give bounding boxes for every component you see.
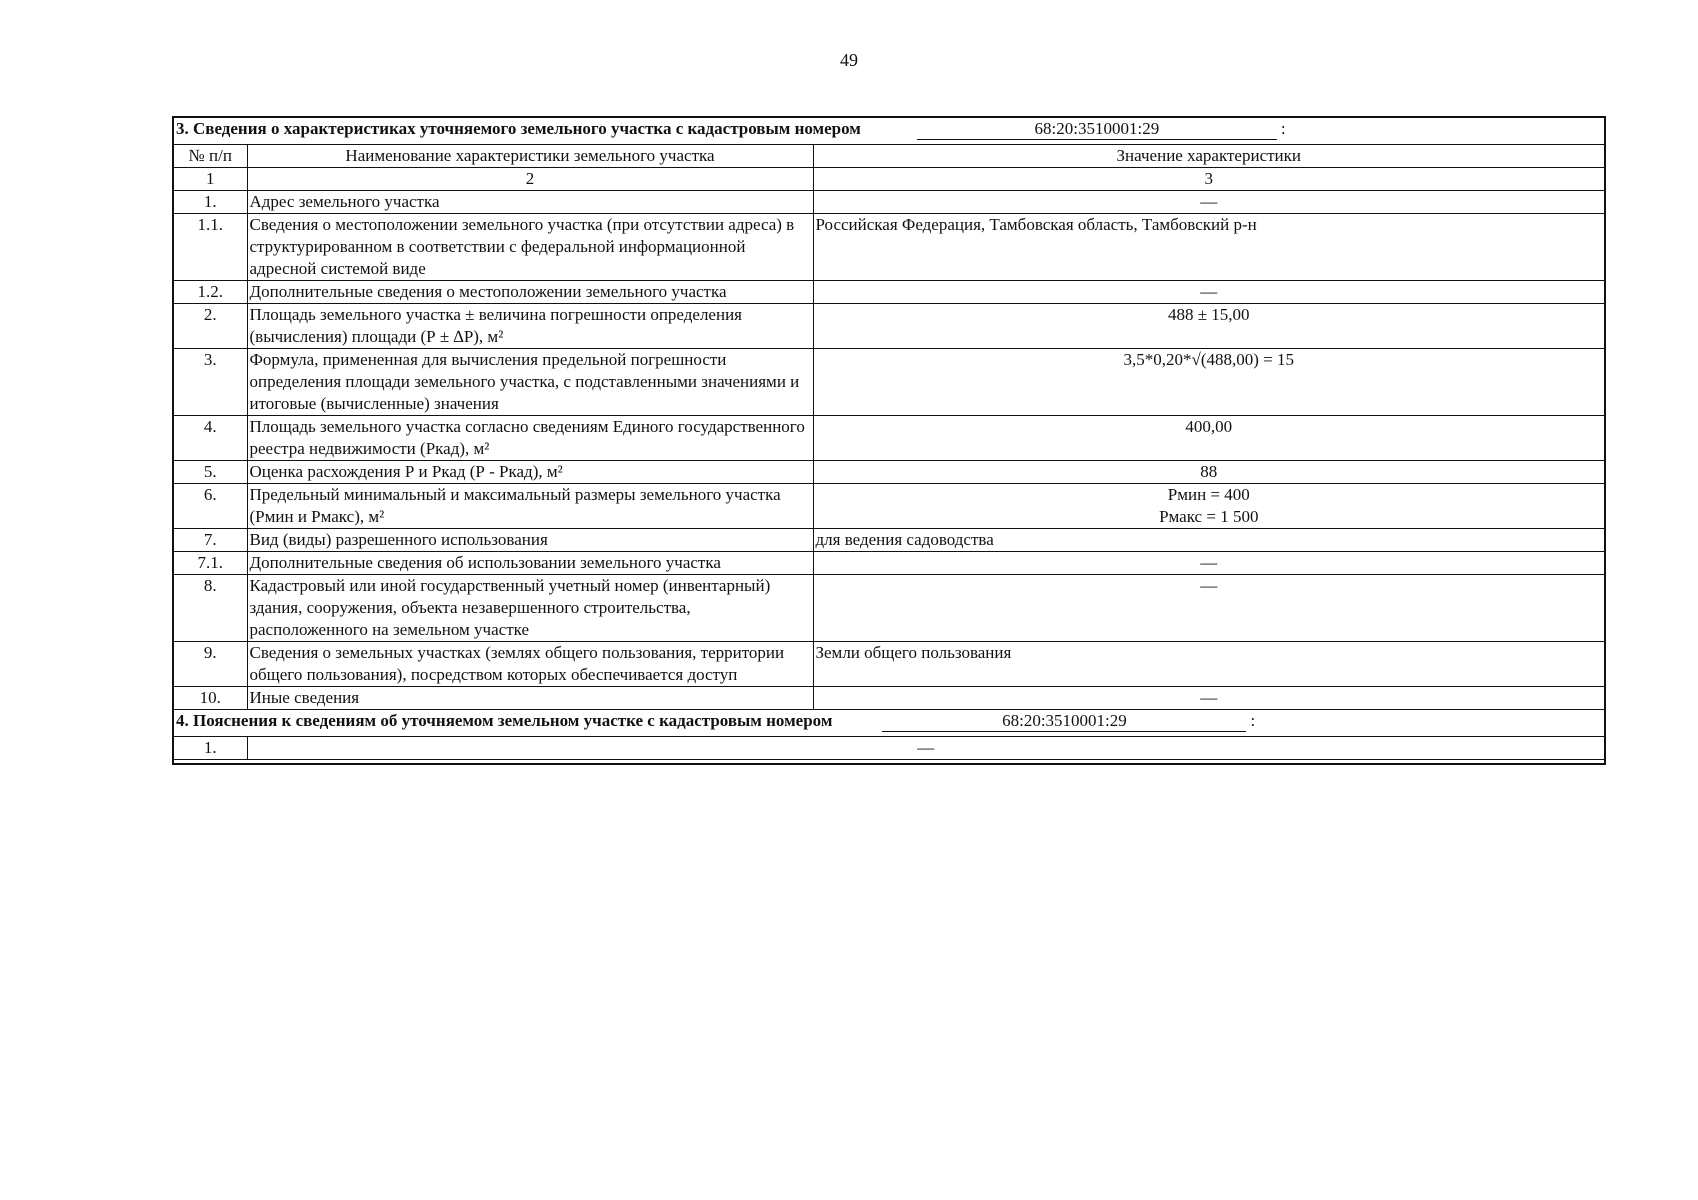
row-number: 4. <box>173 416 247 461</box>
row-name: Адрес земельного участка <box>247 191 813 214</box>
section-3-title: 3. Сведения о характеристиках уточняемого земельного участка с кадастровым номером <box>176 119 861 138</box>
table-row <box>173 575 1605 642</box>
row-value: Российская Федерация, Тамбовская область, Тамбовский р-н <box>813 214 1605 281</box>
row-name: Площадь земельного участка согласно сведениям Единого государственного реестра недвижимости (Ркад), м² <box>247 416 813 461</box>
row-number: 2. <box>173 304 247 349</box>
section-4-row <box>173 737 1605 760</box>
row-name: Сведения о местоположении земельного участка (при отсутствии адреса) в структурированном в соответствии с федеральной информационной адресной системой виде <box>247 214 813 281</box>
header-name: Наименование характеристики земельного участка <box>247 145 813 168</box>
row-number: 7.1. <box>173 552 247 575</box>
bottom-rule <box>173 760 1605 765</box>
header-value: Значение характеристики <box>813 145 1605 168</box>
page-number: 49 <box>840 50 858 70</box>
row-number: 1. <box>173 191 247 214</box>
table-row <box>173 349 1605 416</box>
row-value: — <box>813 281 1605 304</box>
column-number-row <box>173 168 1605 191</box>
row-name: Сведения о земельных участках (землях общего пользования, территории общего пользования), посредством которых обеспечивается доступ <box>247 642 813 687</box>
row-name: Предельный минимальный и максимальный размеры земельного участка (Рмин и Рмакс), м² <box>247 484 813 529</box>
row-value <box>813 484 1605 529</box>
row-number: 6. <box>173 484 247 529</box>
row-name: Формула, примененная для вычисления предельной погрешности определения площади земельного участка, с подставленными значениями и итоговые (вычисленные) значения <box>247 349 813 416</box>
section-4-header <box>173 710 1605 737</box>
row-value: — <box>813 575 1605 642</box>
section-3-header <box>173 117 1605 145</box>
row-value: для ведения садоводства <box>813 529 1605 552</box>
row-value: — <box>247 737 1605 760</box>
section-3-cadastral-number: 68:20:3510001:29 <box>917 119 1277 140</box>
row-value: 400,00 <box>813 416 1605 461</box>
row-number: 1.2. <box>173 281 247 304</box>
table-row <box>173 281 1605 304</box>
column-number-2: 2 <box>247 168 813 191</box>
row-value: 488 ± 15,00 <box>813 304 1605 349</box>
row-number: 3. <box>173 349 247 416</box>
min-size-value: Рмин = 400 <box>1167 485 1250 504</box>
row-name: Кадастровый или иной государственный учетный номер (инвентарный) здания, сооружения, объекта незавершенного строительства, расположенного на земельном участке <box>247 575 813 642</box>
row-number: 1. <box>173 737 247 760</box>
section-3-colon: : <box>1280 119 1286 138</box>
section-4-cadastral-number: 68:20:3510001:29 <box>882 711 1246 732</box>
table-row <box>173 484 1605 529</box>
row-number: 8. <box>173 575 247 642</box>
table-row <box>173 529 1605 552</box>
row-number: 1.1. <box>173 214 247 281</box>
row-name: Дополнительные сведения о местоположении земельного участка <box>247 281 813 304</box>
row-name: Оценка расхождения Р и Ркад (Р - Ркад), м² <box>247 461 813 484</box>
row-name: Вид (виды) разрешенного использования <box>247 529 813 552</box>
column-header-row <box>173 145 1605 168</box>
row-value: — <box>813 687 1605 710</box>
row-name: Дополнительные сведения об использовании земельного участка <box>247 552 813 575</box>
section-4-colon: : <box>1250 711 1256 730</box>
table-row <box>173 214 1605 281</box>
row-name: Площадь земельного участка ± величина погрешности определения (вычисления) площади (Р ± ∆Р), м² <box>247 304 813 349</box>
max-size-value: Рмакс = 1 500 <box>1159 507 1259 526</box>
row-value: 3,5*0,20*√(488,00) = 15 <box>813 349 1605 416</box>
section-4-title: 4. Пояснения к сведениям об уточняемом земельном участке с кадастровым номером <box>176 711 833 730</box>
table-row <box>173 687 1605 710</box>
table-row <box>173 642 1605 687</box>
row-number: 7. <box>173 529 247 552</box>
column-number-3: 3 <box>813 168 1605 191</box>
table-row <box>173 304 1605 349</box>
row-number: 9. <box>173 642 247 687</box>
row-number: 5. <box>173 461 247 484</box>
row-value: — <box>813 191 1605 214</box>
row-value: — <box>813 552 1605 575</box>
table-row <box>173 461 1605 484</box>
table-row <box>173 416 1605 461</box>
row-value: 88 <box>813 461 1605 484</box>
table-row <box>173 552 1605 575</box>
land-plot-characteristics-table <box>172 116 1606 765</box>
row-value: Земли общего пользования <box>813 642 1605 687</box>
table-row <box>173 191 1605 214</box>
row-number: 10. <box>173 687 247 710</box>
row-name: Иные сведения <box>247 687 813 710</box>
header-num: № п/п <box>173 145 247 168</box>
column-number-1: 1 <box>173 168 247 191</box>
